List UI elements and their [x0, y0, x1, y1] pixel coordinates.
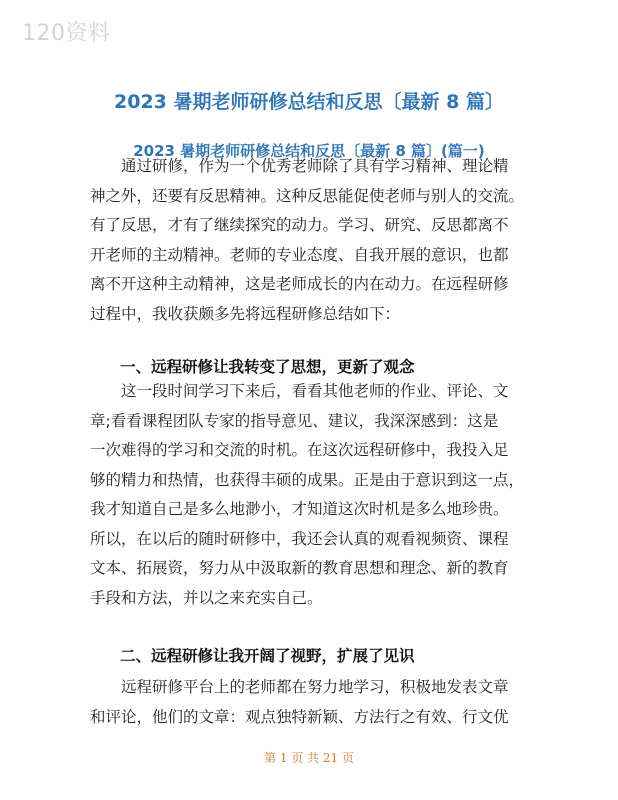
section-heading-1: 一、远程研修让我转变了思想，更新了观念 [120, 358, 415, 376]
paragraph-section-2 [90, 673, 550, 732]
text-line: 和评论，他们的文章：观点独特新颖、方法行之有效、行文优 [90, 707, 509, 726]
text-line: 一次难得的学习和交流的时机。在这次远程研修中，我投入足 [90, 441, 509, 459]
text-line: 手段和方法，并以之来充实自己。 [90, 588, 323, 607]
text-line: 有了反思，才有了继续探究的动力。学习、研究、反思都离不 [90, 216, 509, 234]
document-title: 2023 暑期老师研修总结和反思〔最新 8 篇〕 [114, 90, 504, 113]
paragraph-section-1 [90, 377, 550, 613]
text-line: 章;看看课程团队专家的指导意见、建议，我深深感到：这是 [90, 411, 499, 430]
text-line: 够的精力和热情，也获得丰硕的成果。正是由于意识到这一点， [90, 470, 525, 489]
watermark-logo: 120资料 [22, 21, 111, 46]
text-line: 过程中，我收获颇多先将远程研修总结如下： [90, 304, 401, 323]
section-subtitle: 2023 暑期老师研修总结和反思〔最新 8 篇〕(篇一) [133, 142, 485, 161]
text-line: 文本、拓展资，努力从中汲取新的教育思想和理念、新的教育 [90, 559, 509, 577]
text-line: 通过研修，作为一个优秀老师除了具有学习精神、理论精 [121, 157, 509, 175]
text-line: 我才知道自己是多么地渺小，才知道这次时机是多么地珍贵。 [90, 500, 509, 518]
text-line: 这一段时间学习下来后，看看其他老师的作业、评论、文 [121, 382, 509, 400]
text-line: 神之外，还要有反思精神。这种反思能促使老师与别人的交流。 [90, 186, 525, 205]
page-footer: 第 1 页 共 21 页 [264, 751, 354, 765]
text-line: 所以，在以后的随时研修中，我还会认真的观看视频资、课程 [90, 529, 509, 548]
text-line: 离不开这种主动精神，这是老师成长的内在动力。在远程研修 [90, 275, 509, 293]
text-line: 远程研修平台上的老师都在努力地学习，积极地发表文章 [121, 678, 509, 696]
paragraph-intro [90, 152, 550, 329]
section-heading-2: 二、远程研修让我开阔了视野，扩展了见识 [120, 647, 415, 665]
text-line: 开老师的主动精神。老师的专业态度、自我开展的意识，也都 [90, 245, 509, 264]
